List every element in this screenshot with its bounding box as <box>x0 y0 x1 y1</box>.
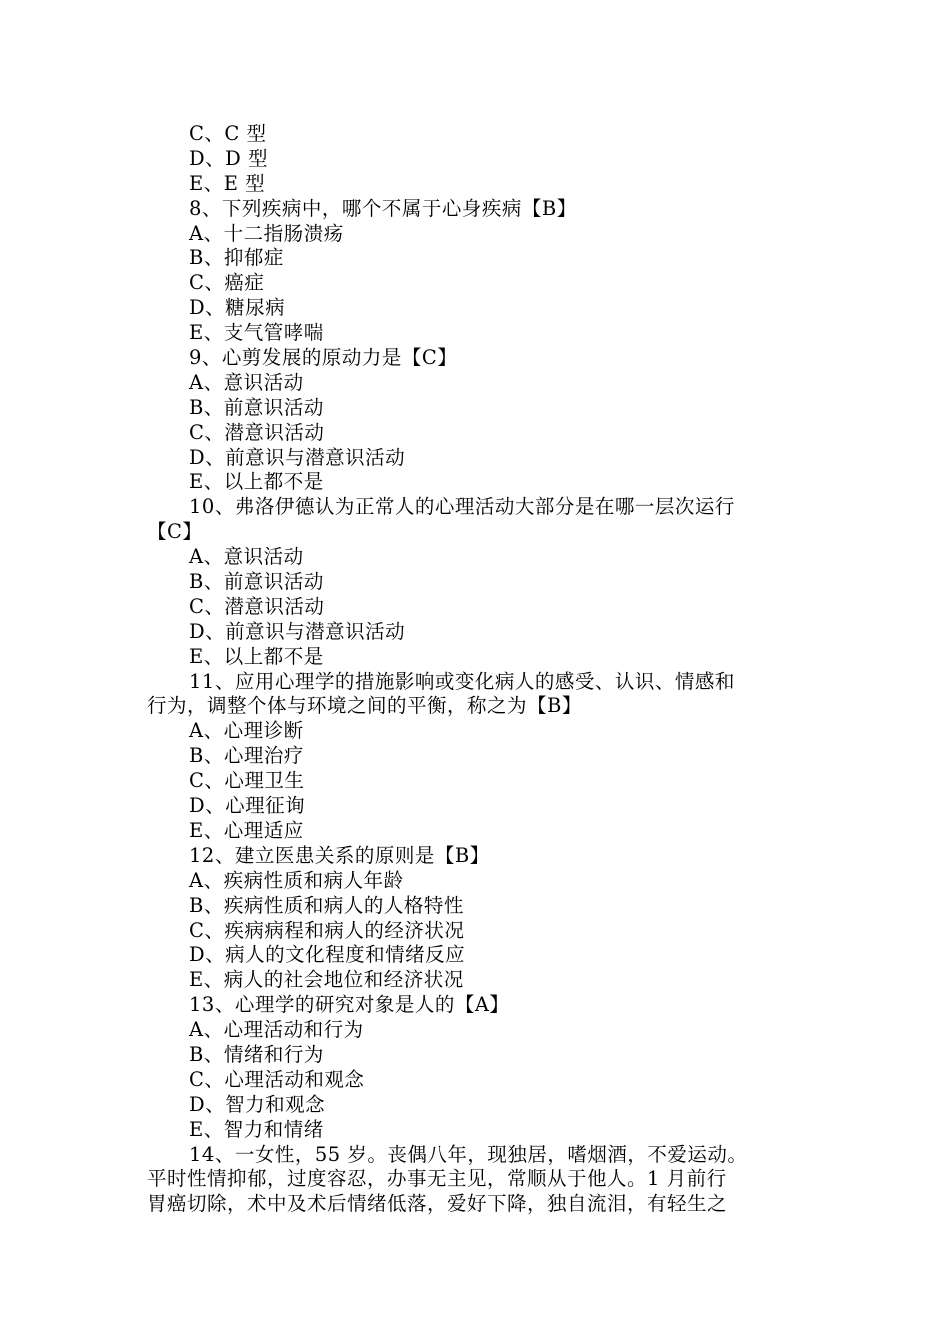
text-line: 8、下列疾病中，哪个不属于心身疾病【B】 <box>189 196 577 220</box>
text-line: 9、心剪发展的原动力是【C】 <box>189 346 458 370</box>
text-line: B、疾病性质和病人的人格特性 <box>189 893 464 917</box>
text-line: D、智力和观念 <box>189 1092 326 1116</box>
text-line: D、糖尿病 <box>189 296 286 320</box>
text-line: A、十二指肠溃疡 <box>189 221 344 245</box>
text-line: C、潜意识活动 <box>189 420 325 444</box>
text-line: 【C】 <box>147 520 203 544</box>
text-line: E、心理适应 <box>189 818 304 842</box>
text-line: B、前意识活动 <box>189 570 324 594</box>
text-line: 14、一女性，55 岁。丧偶八年，现独居，嗜烟酒，不爱运动。 <box>189 1142 748 1166</box>
text-line: D、心理征询 <box>189 794 306 818</box>
text-line: C、疾病病程和病人的经济状况 <box>189 918 465 942</box>
text-line: C、心理卫生 <box>189 769 305 793</box>
text-line: A、意识活动 <box>189 545 304 569</box>
text-line: 平时性情抑郁，过度容忍，办事无主见，常顺从于他人。1 月前行 <box>147 1167 727 1191</box>
text-line: 11、应用心理学的措施影响或变化病人的感受、认识、情感和 <box>189 669 735 693</box>
text-line: B、前意识活动 <box>189 395 324 419</box>
text-line: A、心理活动和行为 <box>189 1018 364 1042</box>
text-line: D、前意识与潜意识活动 <box>189 445 406 469</box>
text-line: C、C 型 <box>189 122 267 145</box>
text-line: A、意识活动 <box>189 370 304 394</box>
text-line: 13、心理学的研究对象是人的【A】 <box>189 993 510 1017</box>
text-line: 行为，调整个体与环境之间的平衡，称之为【B】 <box>147 694 582 718</box>
text-line: B、抑郁症 <box>189 246 284 270</box>
text-line: 10、弗洛伊德认为正常人的心理活动大部分是在哪一层次运行 <box>189 495 735 519</box>
text-line: B、心理治疗 <box>189 744 304 768</box>
text-line: C、心理活动和观念 <box>189 1067 365 1091</box>
text-line: E、病人的社会地位和经济状况 <box>189 968 464 992</box>
text-line: A、心理诊断 <box>189 719 304 743</box>
text-line: E、以上都不是 <box>189 644 324 668</box>
text-line: D、病人的文化程度和情绪反应 <box>189 943 466 967</box>
text-line: E、E 型 <box>189 171 266 195</box>
text-line: E、以上都不是 <box>189 470 324 494</box>
text-line: B、情绪和行为 <box>189 1042 324 1066</box>
text-line: 胃癌切除，术中及术后情绪低落，爱好下降，独自流泪，有轻生之 <box>147 1192 728 1216</box>
document-body <box>147 122 797 1217</box>
text-line: 12、建立医患关系的原则是【B】 <box>189 843 490 867</box>
text-line: E、支气管哮喘 <box>189 321 324 345</box>
text-line: D、前意识与潜意识活动 <box>189 619 406 643</box>
text-line: C、潜意识活动 <box>189 594 325 618</box>
text-line: D、D 型 <box>189 146 268 170</box>
text-line: C、癌症 <box>189 271 265 295</box>
text-line: E、智力和情绪 <box>189 1117 324 1141</box>
text-line: A、疾病性质和病人年龄 <box>189 868 404 892</box>
